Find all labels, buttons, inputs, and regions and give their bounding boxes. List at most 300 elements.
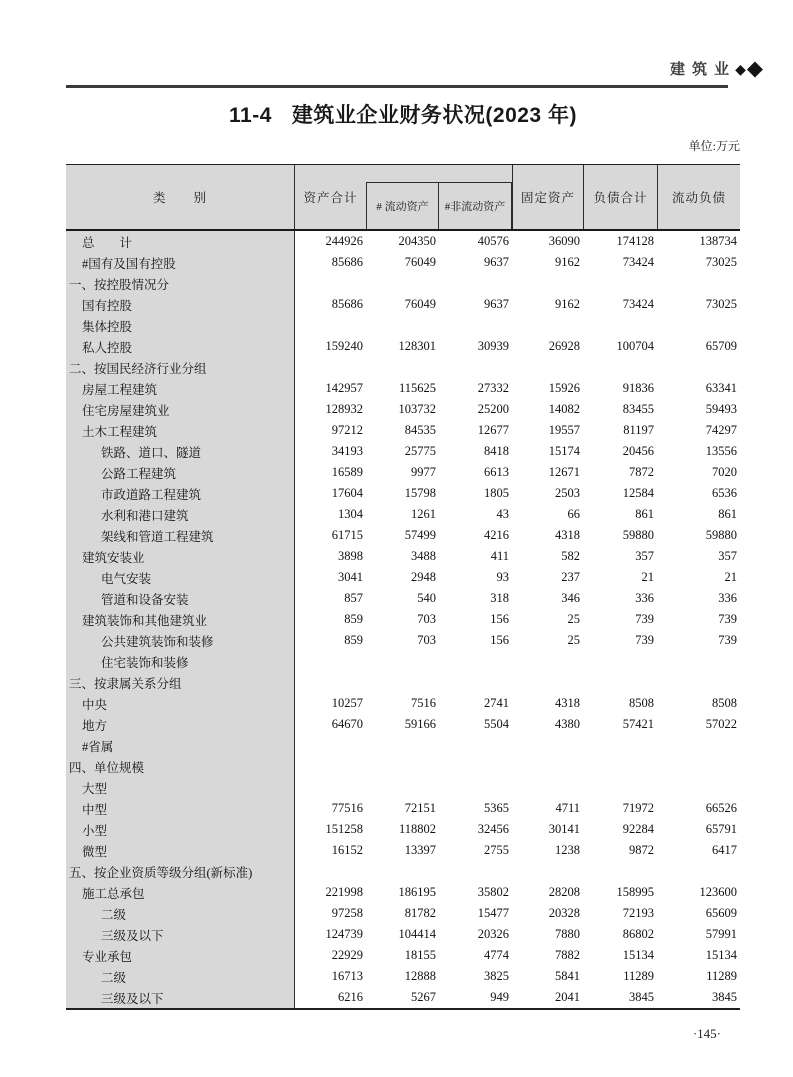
table-row [66, 336, 740, 357]
row-value: 6216 [338, 990, 363, 1004]
row-label: 总 计 [66, 231, 295, 252]
row-label: 水利和港口建筑 [66, 504, 295, 525]
row-value: 14082 [548, 402, 580, 416]
row-value [366, 735, 439, 756]
row-value [583, 861, 657, 882]
row-value [439, 672, 512, 693]
row-value: 4380 [555, 717, 580, 731]
row-value: 124739 [325, 927, 363, 941]
row-label: #省属 [66, 735, 295, 756]
row-value: 237 [561, 570, 580, 584]
row-value: 7872 [629, 465, 654, 479]
row-value: 739 [718, 633, 737, 647]
row-value [366, 273, 439, 294]
table-row [66, 630, 740, 651]
row-value: 16589 [331, 465, 363, 479]
row-value: 8418 [484, 444, 509, 458]
page-title [66, 99, 740, 129]
row-value [366, 651, 439, 672]
row-value [657, 735, 740, 756]
row-value: 26928 [548, 339, 580, 353]
row-value [295, 861, 366, 882]
row-value: 59166 [404, 717, 436, 731]
row-value: 86802 [622, 927, 654, 941]
row-value [439, 756, 512, 777]
row-value [366, 756, 439, 777]
table-row [66, 987, 740, 1008]
row-value: 357 [718, 549, 737, 563]
table-row [66, 777, 740, 798]
row-value: 97212 [331, 423, 363, 437]
table-row [66, 441, 740, 462]
row-value [295, 315, 366, 336]
row-value: 97258 [331, 906, 363, 920]
row-value: 1238 [555, 843, 580, 857]
row-value [583, 315, 657, 336]
row-label: 私人控股 [66, 336, 295, 357]
row-value: 9637 [484, 255, 509, 269]
row-value: 25200 [477, 402, 509, 416]
table-row [66, 462, 740, 483]
row-value: 15798 [404, 486, 436, 500]
row-value: 73025 [705, 255, 737, 269]
row-value: 76049 [404, 297, 436, 311]
row-value: 73424 [622, 297, 654, 311]
row-value: 739 [635, 633, 654, 647]
row-value: 4774 [484, 948, 509, 962]
table-row [66, 546, 740, 567]
table-row [66, 861, 740, 882]
row-value: 4318 [555, 528, 580, 542]
row-value: 10257 [331, 696, 363, 710]
row-value [657, 357, 740, 378]
diamond-large-icon: ◆ [746, 57, 763, 80]
row-label: 四、单位规模 [66, 756, 295, 777]
row-value: 81197 [623, 423, 654, 437]
row-value: 244926 [325, 234, 363, 248]
row-value [439, 357, 512, 378]
table-row [66, 294, 740, 315]
row-value: 91836 [622, 381, 654, 395]
row-value: 27332 [477, 381, 509, 395]
column-header-category: 类 别 [66, 165, 295, 229]
row-value: 346 [561, 591, 580, 605]
row-value: 36090 [548, 234, 580, 248]
table-row [66, 945, 740, 966]
row-value: 64670 [331, 717, 363, 731]
page-number: ·145· [692, 1026, 721, 1041]
table-row [66, 903, 740, 924]
table-body [66, 231, 740, 1008]
row-value: 83455 [622, 402, 654, 416]
row-label: 三、按隶属关系分组 [66, 672, 295, 693]
table-row [66, 588, 740, 609]
row-value: 540 [417, 591, 436, 605]
table-row [66, 231, 740, 252]
table-row [66, 735, 740, 756]
row-value: 25775 [404, 444, 436, 458]
row-value: 15134 [622, 948, 654, 962]
row-value: 318 [490, 591, 509, 605]
row-value: 949 [490, 990, 509, 1004]
row-value: 128301 [398, 339, 436, 353]
row-value [512, 651, 583, 672]
row-value [439, 777, 512, 798]
row-value: 357 [635, 549, 654, 563]
row-value [512, 735, 583, 756]
table-row [66, 273, 740, 294]
row-value: 3041 [338, 570, 363, 584]
row-value: 4711 [555, 801, 580, 815]
row-label: 市政道路工程建筑 [66, 483, 295, 504]
row-value: 21 [724, 570, 737, 584]
row-value: 57022 [705, 717, 737, 731]
row-value: 9637 [484, 297, 509, 311]
row-value: 16713 [331, 969, 363, 983]
row-value: 156 [490, 612, 509, 626]
row-value: 582 [561, 549, 580, 563]
row-value: 3845 [712, 990, 737, 1004]
row-label: 二级 [66, 966, 295, 987]
row-value: 336 [718, 591, 737, 605]
table-row [66, 399, 740, 420]
table-row [66, 840, 740, 861]
row-label: 专业承包 [66, 945, 295, 966]
row-value: 156 [490, 633, 509, 647]
row-value: 100704 [616, 339, 654, 353]
row-value [512, 315, 583, 336]
row-value [295, 756, 366, 777]
row-value: 12677 [477, 423, 509, 437]
row-value: 9872 [629, 843, 654, 857]
row-value: 703 [417, 633, 436, 647]
row-value [583, 777, 657, 798]
table-row [66, 420, 740, 441]
row-value: 65609 [705, 906, 737, 920]
row-label: 施工总承包 [66, 882, 295, 903]
row-value: 12584 [622, 486, 654, 500]
row-label: 二级 [66, 903, 295, 924]
unit-note: 单位:万元 [688, 139, 740, 153]
row-value: 73424 [622, 255, 654, 269]
diamond-small-icon: ◆ [735, 60, 746, 77]
row-value: 118802 [398, 822, 436, 836]
row-value: 158995 [616, 885, 654, 899]
row-value: 25 [567, 633, 580, 647]
row-value: 59493 [705, 402, 737, 416]
row-value: 12888 [404, 969, 436, 983]
row-value: 5504 [484, 717, 509, 731]
row-value: 4216 [484, 528, 509, 542]
row-value: 859 [344, 612, 363, 626]
row-value [512, 756, 583, 777]
table-row [66, 609, 740, 630]
row-label: 五、按企业资质等级分组(新标准) [66, 861, 295, 882]
table-row [66, 525, 740, 546]
row-value: 61715 [331, 528, 363, 542]
row-value [439, 273, 512, 294]
row-value: 142957 [325, 381, 363, 395]
sub-column-box [366, 182, 512, 229]
row-value: 15926 [548, 381, 580, 395]
row-label: 二、按国民经济行业分组 [66, 357, 295, 378]
table-row [66, 504, 740, 525]
row-value [583, 735, 657, 756]
row-value: 6417 [712, 843, 737, 857]
row-value [657, 651, 740, 672]
row-value [583, 273, 657, 294]
column-header-current-liabilities: 流动负债 [657, 165, 740, 229]
row-label: 公路工程建筑 [66, 462, 295, 483]
row-value: 22929 [331, 948, 363, 962]
row-value: 19557 [548, 423, 580, 437]
row-value: 30141 [548, 822, 580, 836]
row-value: 65709 [705, 339, 737, 353]
row-value: 2948 [411, 570, 436, 584]
row-value [366, 672, 439, 693]
row-value [657, 315, 740, 336]
row-value: 66526 [705, 801, 737, 815]
table-row [66, 798, 740, 819]
row-value: 63341 [705, 381, 737, 395]
row-value: 8508 [712, 696, 737, 710]
row-label: 地方 [66, 714, 295, 735]
row-value: 43 [496, 507, 509, 521]
row-value [512, 777, 583, 798]
row-value: 15477 [477, 906, 509, 920]
row-label: 建筑安装业 [66, 546, 295, 567]
row-value: 72151 [404, 801, 436, 815]
row-value [366, 357, 439, 378]
row-value: 861 [718, 507, 737, 521]
row-value: 6613 [484, 465, 509, 479]
table-row [66, 924, 740, 945]
row-label: 三级及以下 [66, 987, 295, 1008]
row-value: 57421 [622, 717, 654, 731]
row-label: 微型 [66, 840, 295, 861]
row-value: 104414 [398, 927, 436, 941]
row-label: 中央 [66, 693, 295, 714]
row-value: 7020 [712, 465, 737, 479]
row-label: 铁路、道口、隧道 [66, 441, 295, 462]
row-value: 57991 [705, 927, 737, 941]
row-value: 57499 [404, 528, 436, 542]
row-label: 房屋工程建筑 [66, 378, 295, 399]
table-row [66, 483, 740, 504]
row-value: 85686 [331, 255, 363, 269]
row-value [657, 756, 740, 777]
row-value: 20328 [548, 906, 580, 920]
row-value: 3898 [338, 549, 363, 563]
row-label: 住宅装饰和装修 [66, 651, 295, 672]
row-value: 32456 [477, 822, 509, 836]
row-value: 18155 [404, 948, 436, 962]
row-value: 2503 [555, 486, 580, 500]
row-value: 6536 [712, 486, 737, 500]
column-header-noncurrent-assets: #非流动资产 [444, 201, 506, 213]
row-value: 16152 [331, 843, 363, 857]
row-value: 151258 [325, 822, 363, 836]
row-value: 28208 [548, 885, 580, 899]
row-value [657, 672, 740, 693]
row-value: 9977 [411, 465, 436, 479]
row-label: 管道和设备安装 [66, 588, 295, 609]
row-value: 7880 [555, 927, 580, 941]
row-value: 72193 [622, 906, 654, 920]
row-label: 小型 [66, 819, 295, 840]
row-value: 4318 [555, 696, 580, 710]
row-value [295, 651, 366, 672]
row-value: 7882 [555, 948, 580, 962]
column-header-fixed-assets: 固定资产 [512, 165, 583, 229]
row-value: 2741 [484, 696, 509, 710]
table-number: 11-4 [229, 104, 272, 127]
row-label: 公共建筑装饰和装修 [66, 630, 295, 651]
table-title-text: 建筑业企业财务状况(2023 年) [291, 104, 577, 127]
row-value: 123600 [699, 885, 737, 899]
row-value: 85686 [331, 297, 363, 311]
table-row [66, 672, 740, 693]
row-value: 336 [635, 591, 654, 605]
row-value: 5841 [555, 969, 580, 983]
table-row [66, 315, 740, 336]
row-value: 13397 [404, 843, 436, 857]
row-value: 1304 [338, 507, 363, 521]
row-value [657, 777, 740, 798]
row-value: 59880 [705, 528, 737, 542]
row-value: 138734 [699, 234, 737, 248]
row-value: 857 [344, 591, 363, 605]
row-value [439, 735, 512, 756]
table-row [66, 378, 740, 399]
row-value: 739 [635, 612, 654, 626]
row-value: 92284 [622, 822, 654, 836]
row-value: 11289 [706, 969, 737, 983]
row-value: 93 [496, 570, 509, 584]
row-value [439, 651, 512, 672]
row-value: 3825 [484, 969, 509, 983]
row-value: 411 [490, 549, 509, 563]
header-rule [66, 85, 728, 88]
row-value [366, 315, 439, 336]
chapter-header [670, 58, 763, 79]
row-value: 2755 [484, 843, 509, 857]
table-row [66, 357, 740, 378]
row-value: 59880 [622, 528, 654, 542]
row-value [366, 777, 439, 798]
row-value: 15174 [548, 444, 580, 458]
row-value [512, 273, 583, 294]
row-value [295, 777, 366, 798]
row-label: 架线和管道工程建筑 [66, 525, 295, 546]
row-label: 住宅房屋建筑业 [66, 399, 295, 420]
row-value: 40576 [477, 234, 509, 248]
row-value [512, 861, 583, 882]
row-label: 大型 [66, 777, 295, 798]
table-row [66, 567, 740, 588]
row-value [439, 315, 512, 336]
row-value [583, 651, 657, 672]
row-value: 84535 [404, 423, 436, 437]
chapter-title: 建筑业 [670, 61, 737, 78]
row-label: 土木工程建筑 [66, 420, 295, 441]
row-value [295, 735, 366, 756]
row-value: 30939 [477, 339, 509, 353]
row-value: 861 [635, 507, 654, 521]
row-value: 103732 [398, 402, 436, 416]
table-row [66, 252, 740, 273]
row-value: 77516 [331, 801, 363, 815]
row-value: 3845 [629, 990, 654, 1004]
row-value [439, 861, 512, 882]
row-value: 174128 [616, 234, 654, 248]
row-value [583, 672, 657, 693]
row-label: 三级及以下 [66, 924, 295, 945]
row-value: 1805 [484, 486, 509, 500]
row-value: 66 [567, 507, 580, 521]
row-value: 35802 [477, 885, 509, 899]
row-value [583, 357, 657, 378]
row-value [295, 672, 366, 693]
row-value: 81782 [404, 906, 436, 920]
row-value: 5267 [411, 990, 436, 1004]
column-header-total-liabilities: 负债合计 [583, 165, 657, 229]
table-row [66, 882, 740, 903]
row-value: 21 [641, 570, 654, 584]
row-value: 221998 [325, 885, 363, 899]
row-value: 11289 [623, 969, 654, 983]
row-value: 186195 [398, 885, 436, 899]
table-row [66, 966, 740, 987]
row-value: 9162 [555, 297, 580, 311]
row-value: 128932 [325, 402, 363, 416]
row-label: 建筑装饰和其他建筑业 [66, 609, 295, 630]
row-value: 7516 [411, 696, 436, 710]
row-value: 3488 [411, 549, 436, 563]
row-value [295, 357, 366, 378]
row-value: 5365 [484, 801, 509, 815]
row-value: 1261 [411, 507, 436, 521]
row-value: 115625 [398, 381, 436, 395]
row-value [583, 756, 657, 777]
row-value: 34193 [331, 444, 363, 458]
row-label: 电气安装 [66, 567, 295, 588]
row-value: 20326 [477, 927, 509, 941]
row-value [366, 861, 439, 882]
row-value: 703 [417, 612, 436, 626]
finance-table [66, 164, 740, 1010]
row-value [657, 273, 740, 294]
row-label: 集体控股 [66, 315, 295, 336]
row-value: 9162 [555, 255, 580, 269]
row-value: 159240 [325, 339, 363, 353]
table-row [66, 693, 740, 714]
row-value: 204350 [398, 234, 436, 248]
table-row [66, 651, 740, 672]
row-value: 739 [718, 612, 737, 626]
row-value: 25 [567, 612, 580, 626]
row-label: #国有及国有控股 [66, 252, 295, 273]
table-header-row [66, 165, 740, 231]
row-value [295, 273, 366, 294]
row-value [657, 861, 740, 882]
row-value: 74297 [705, 423, 737, 437]
row-value: 859 [344, 633, 363, 647]
row-value: 73025 [705, 297, 737, 311]
row-value: 8508 [629, 696, 654, 710]
row-value: 76049 [404, 255, 436, 269]
row-value: 71972 [622, 801, 654, 815]
